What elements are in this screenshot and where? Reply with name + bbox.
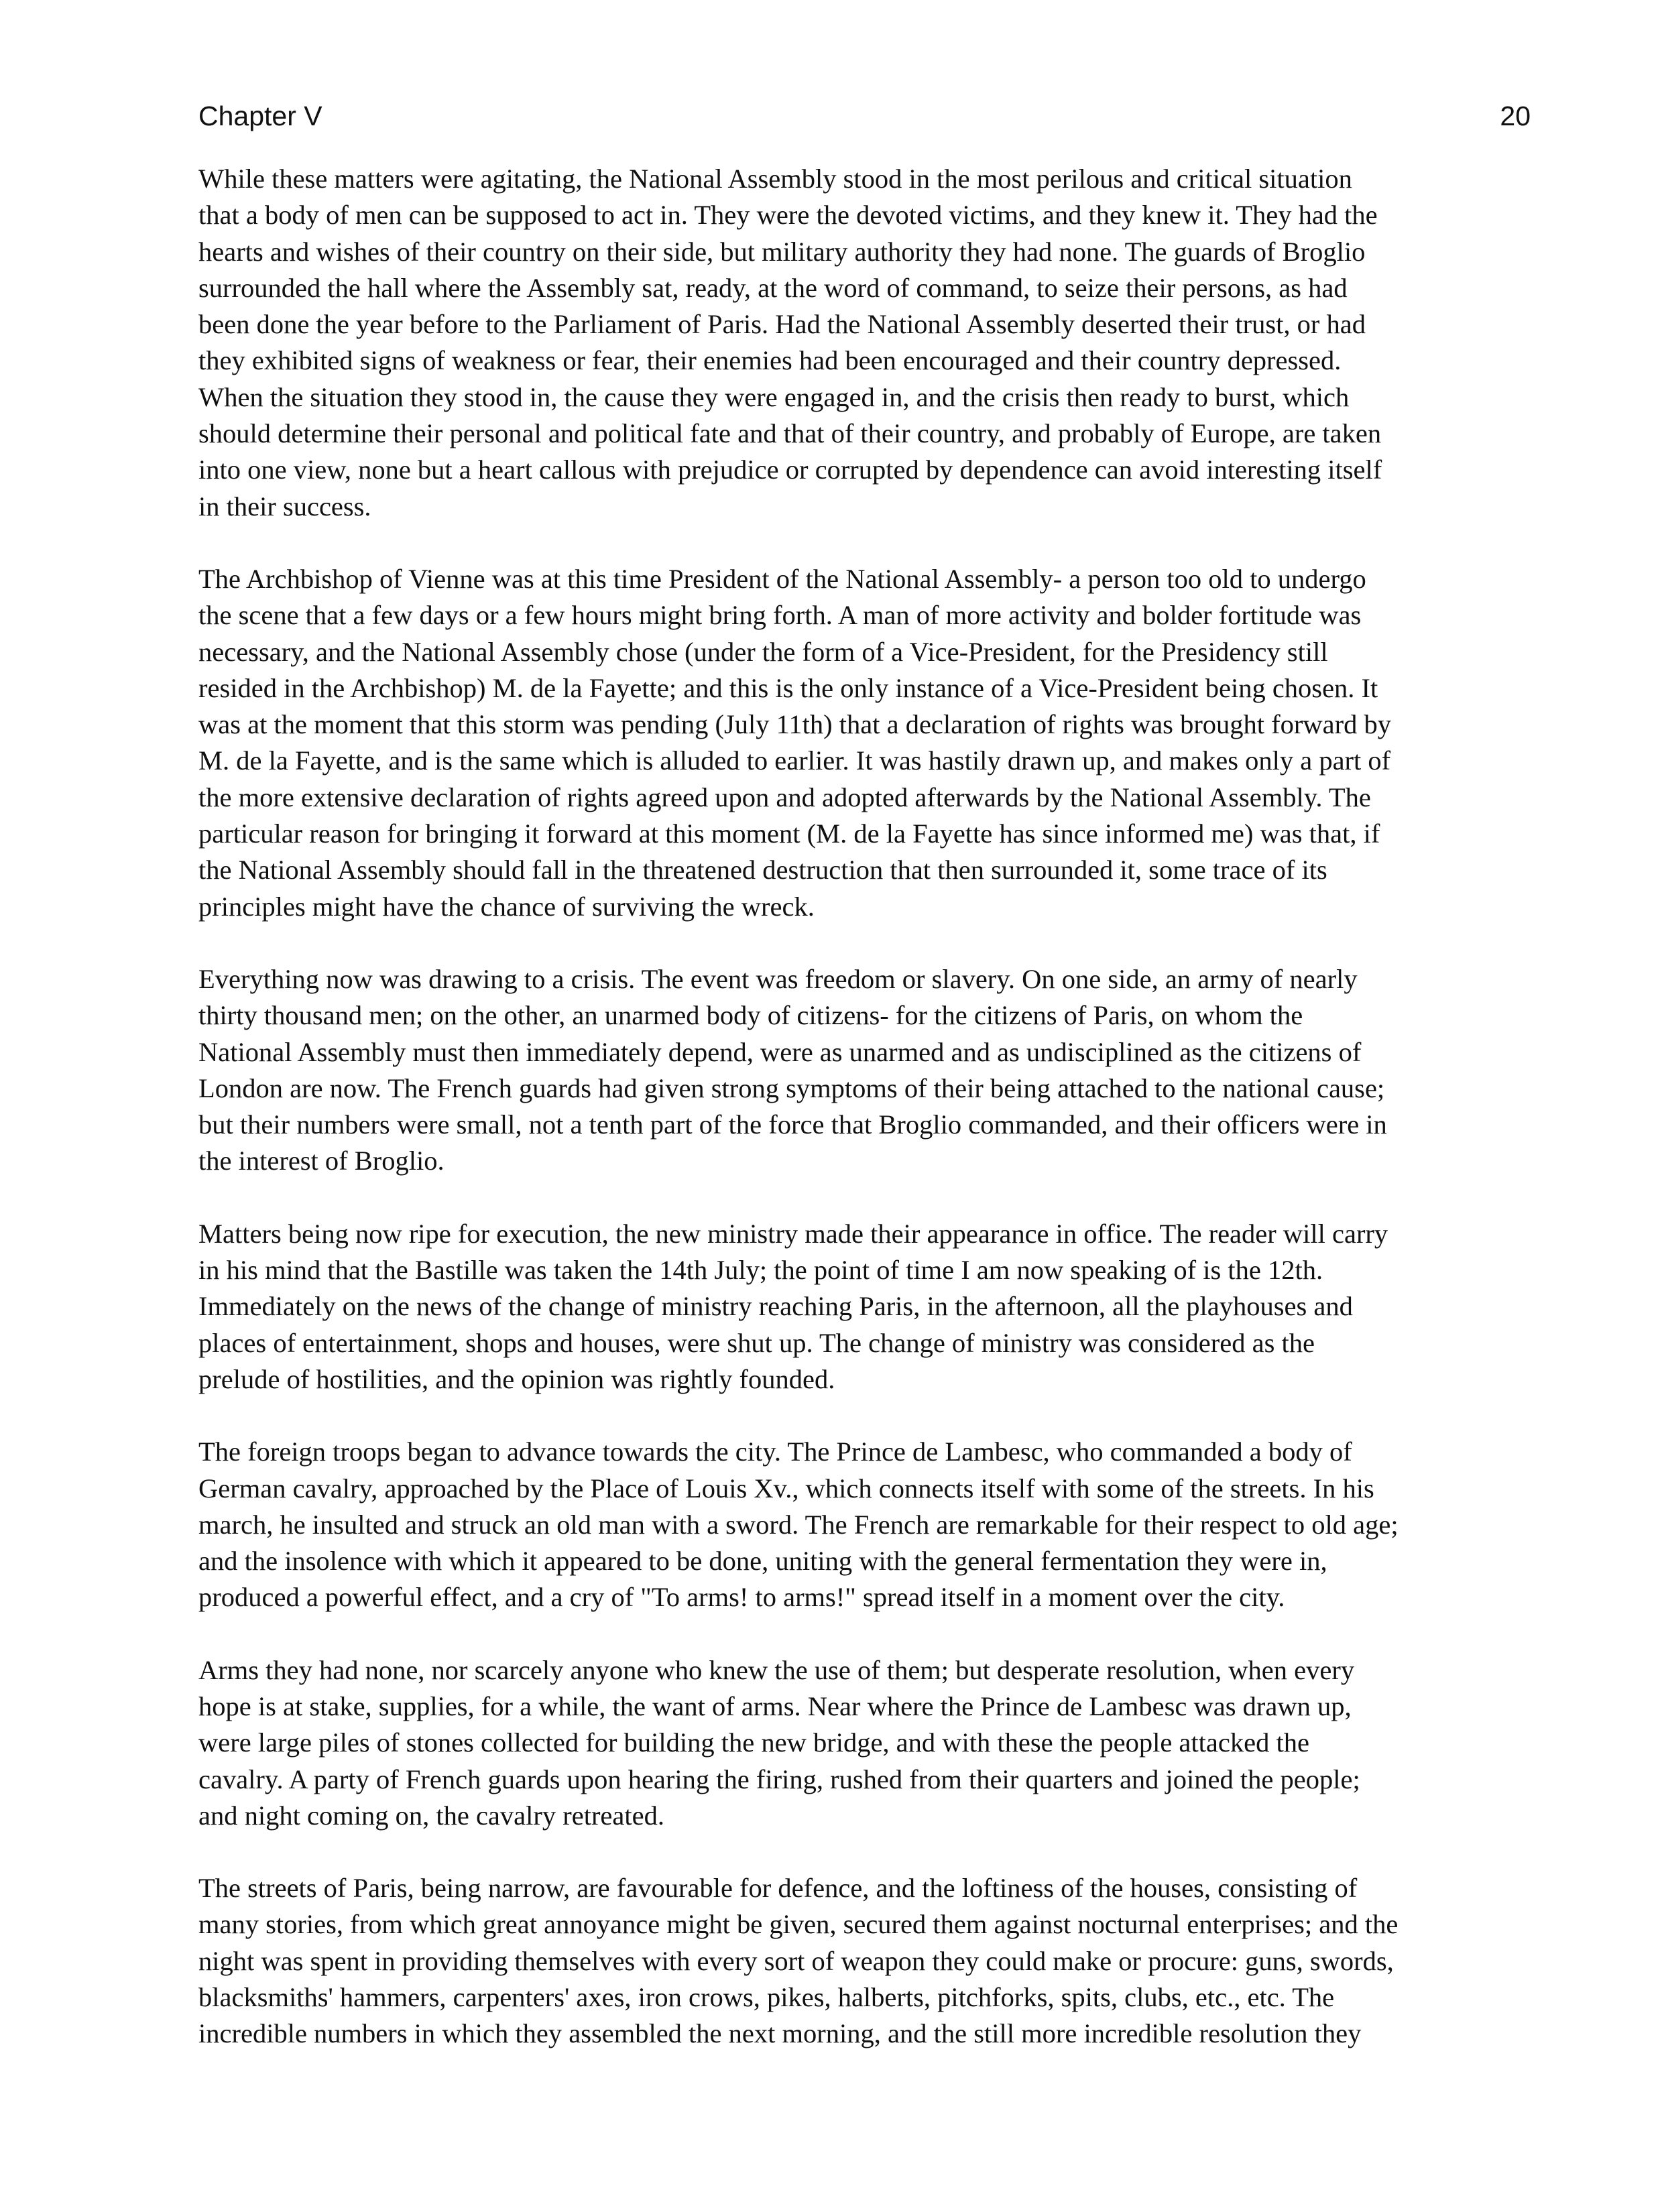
text-line: places of entertainment, shops and houses, were shut up. The change of ministry was considered as the (198, 1327, 1315, 1358)
text-line: The streets of Paris, being narrow, are favourable for defence, and the loftiness of the houses, consisting of (198, 1873, 1358, 1904)
text-line: German cavalry, approached by the Place of Louis Xv., which connects itself with some of the streets. In his (198, 1473, 1374, 1503)
text-line: in their success. (198, 491, 371, 521)
text-line: incredible numbers in which they assembled the next morning, and the still more incredible resolution they (198, 2018, 1362, 2049)
text-line: prelude of hostilities, and the opinion was rightly founded. (198, 1363, 835, 1394)
paragraph (198, 961, 1535, 1180)
text-line: march, he insulted and struck an old man with a sword. The French are remarkable for their respect to old age; (198, 1509, 1399, 1540)
text-line: resided in the Archbishop) M. de la Fayette; and this is the only instance of a Vice-President being chosen. It (198, 672, 1378, 703)
text-line: and night coming on, the cavalry retreated. (198, 1800, 664, 1831)
text-line: M. de la Fayette, and is the same which is alluded to earlier. It was hastily drawn up, and makes only a part of (198, 745, 1391, 776)
text-line: London are now. The French guards had given strong symptoms of their being attached to the national cause; (198, 1072, 1385, 1103)
paragraph (198, 561, 1535, 925)
text-line: produced a powerful effect, and a cry of "To arms! to arms!" spread itself in a moment over the city. (198, 1582, 1285, 1613)
text-line: Arms they had none, nor scarcely anyone who knew the use of them; but desperate resolution, when every (198, 1654, 1355, 1685)
text-line: principles might have the chance of surviving the wreck. (198, 891, 815, 922)
text-line: and the insolence with which it appeared to be done, uniting with the general fermentation they were in, (198, 1546, 1327, 1577)
text-line: the more extensive declaration of rights agreed upon and adopted afterwards by the National Assembly. The (198, 782, 1371, 812)
text-line: in his mind that the Bastille was taken the 14th July; the point of time I am now speaking of is the 12th. (198, 1255, 1323, 1286)
text-line: necessary, and the National Assembly chose (under the form of a Vice-President, for the Presidency still (198, 636, 1328, 667)
text-line: many stories, from which great annoyance might be given, secured them against nocturnal enterprises; and the (198, 1909, 1399, 1940)
text-line: surrounded the hall where the Assembly sat, ready, at the word of command, to seize their persons, as had (198, 272, 1348, 303)
text-line: particular reason for bringing it forward at this moment (M. de la Fayette has since informed me) was that, if (198, 818, 1380, 849)
text-line: should determine their personal and political fate and that of their country, and probably of Europe, are taken (198, 418, 1382, 449)
text-line: blacksmiths' hammers, carpenters' axes, iron crows, pikes, halberts, pitchforks, spits, clubs, etc., etc. The (198, 1982, 1335, 2013)
text-line: cavalry. A party of French guards upon hearing the firing, rushed from their quarters and joined the people; (198, 1764, 1360, 1794)
text-line: the scene that a few days or a few hours might bring forth. A man of more activity and bolder fortitude was (198, 600, 1362, 631)
text-line: the interest of Broglio. (198, 1146, 444, 1176)
page-number: 20 (1500, 101, 1531, 131)
text-line: been done the year before to the Parliament of Paris. Had the National Assembly deserted their trust, or had (198, 309, 1366, 340)
text-line: thirty thousand men; on the other, an unarmed body of citizens- for the citizens of Paris, on whom the (198, 1000, 1303, 1031)
text-line: into one view, none but a heart callous with prejudice or corrupted by dependence can avoid interesting itself (198, 454, 1382, 485)
text-line: The Archbishop of Vienne was at this time President of the National Assembly- a person too old to undergo (198, 563, 1366, 594)
paragraph (198, 1434, 1535, 1615)
chapter-title: Chapter V (198, 101, 322, 131)
paragraph (198, 1870, 1535, 2052)
text-line: The foreign troops began to advance towards the city. The Prince de Lambesc, who commanded a body of (198, 1436, 1352, 1467)
text-line: night was spent in providing themselves with every sort of weapon they could make or procure: guns, swords, (198, 1945, 1394, 1976)
text-line: Everything now was drawing to a crisis. The event was freedom or slavery. On one side, an army of nearly (198, 963, 1358, 994)
running-header (198, 101, 1531, 132)
text-line: While these matters were agitating, the National Assembly stood in the most perilous and critical situation (198, 164, 1352, 194)
paragraph (198, 161, 1535, 525)
text-line: they exhibited signs of weakness or fear, their enemies had been encouraged and their country depressed. (198, 345, 1342, 376)
paragraph (198, 1652, 1535, 1834)
text-line: National Assembly must then immediately depend, were as unarmed and as undisciplined as the citizens of (198, 1036, 1362, 1067)
text-line: the National Assembly should fall in the threatened destruction that then surrounded it, some trace of its (198, 855, 1327, 885)
text-line: Matters being now ripe for execution, the new ministry made their appearance in office. The reader will carry (198, 1218, 1388, 1249)
text-line: Immediately on the news of the change of ministry reaching Paris, in the afternoon, all the playhouses and (198, 1291, 1353, 1322)
text-line: hearts and wishes of their country on their side, but military authority they had none. The guards of Broglio (198, 236, 1366, 267)
text-line: was at the moment that this storm was pending (July 11th) that a declaration of rights was brought forward by (198, 709, 1391, 740)
text-line: were large piles of stones collected for building the new bridge, and with these the people attacked the (198, 1727, 1309, 1758)
body-text (198, 161, 1535, 2089)
text-line: but their numbers were small, not a tenth part of the force that Broglio commanded, and their officers were in (198, 1109, 1387, 1140)
text-line: hope is at stake, supplies, for a while, the want of arms. Near where the Prince de Lambesc was drawn up, (198, 1691, 1352, 1721)
text-line: When the situation they stood in, the cause they were engaged in, and the crisis then ready to burst, which (198, 381, 1350, 412)
text-line: that a body of men can be supposed to act in. They were the devoted victims, and they knew it. They had the (198, 200, 1378, 231)
paragraph (198, 1216, 1535, 1398)
